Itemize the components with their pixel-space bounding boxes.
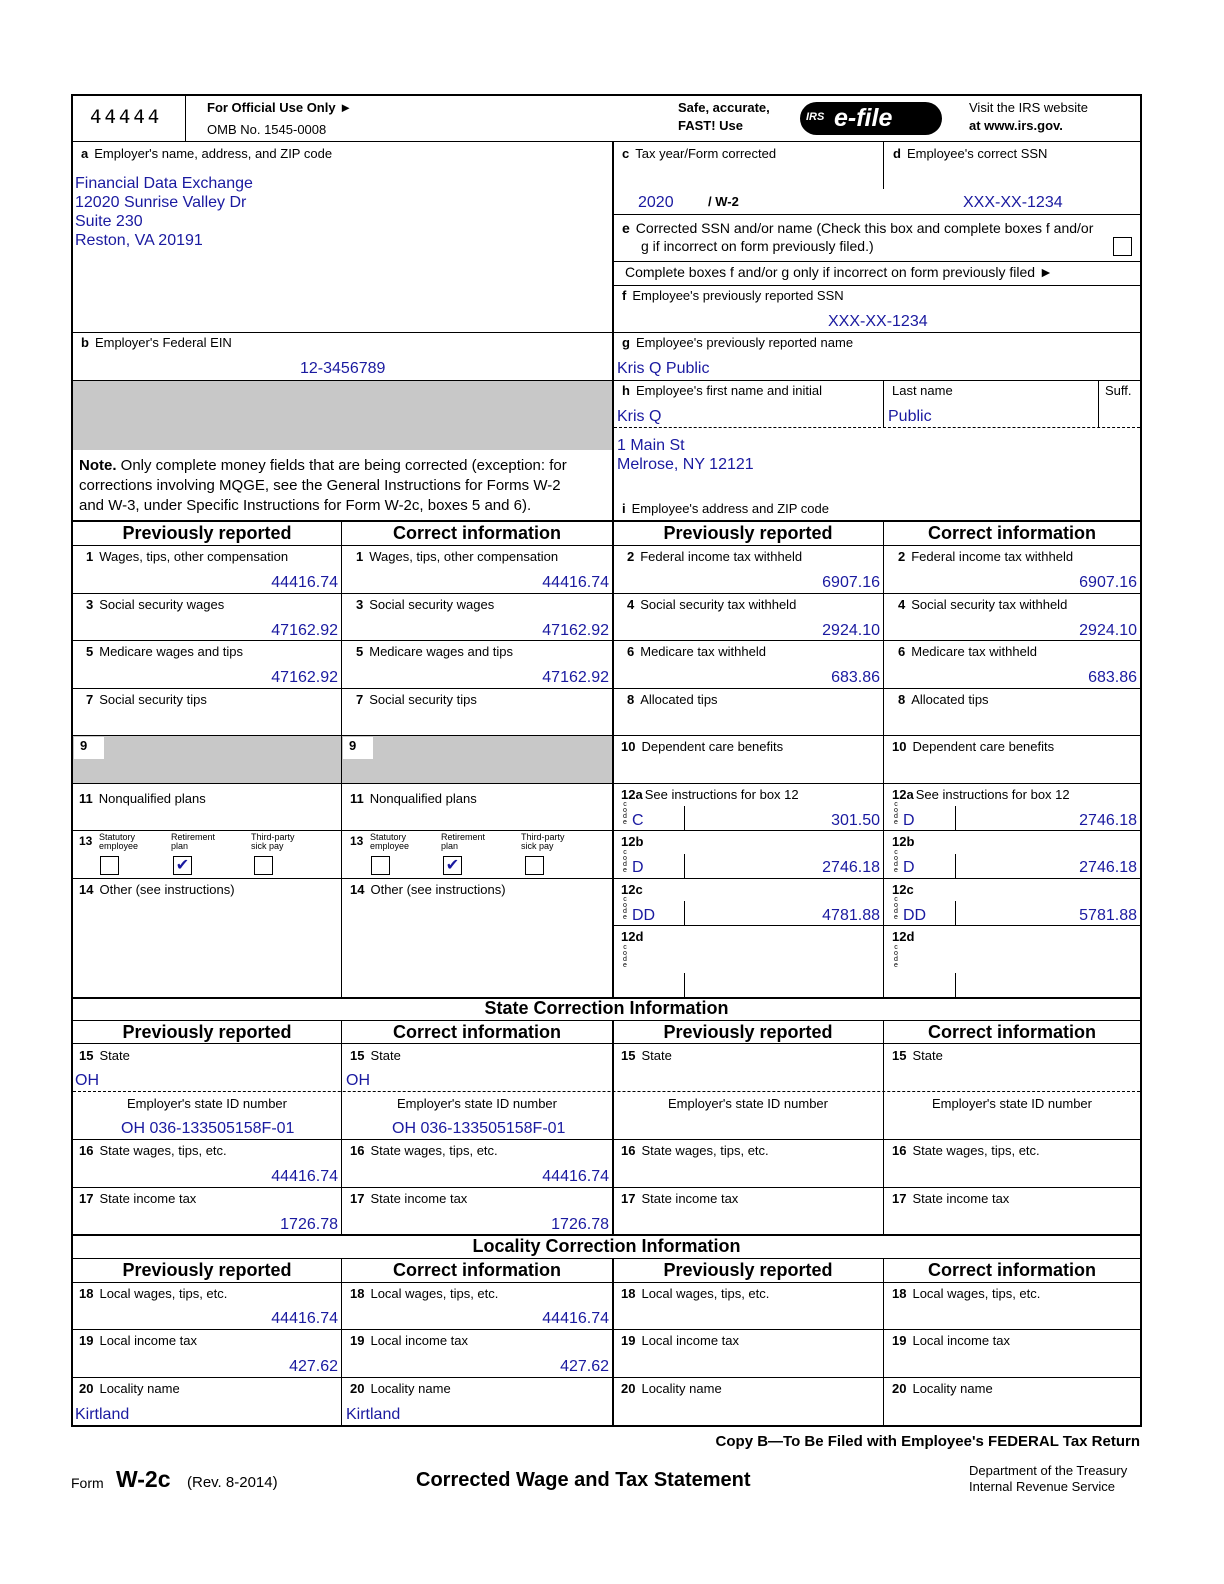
box17-prev-label-2: 17 State income tax [621,1191,739,1206]
code-vertical-label: c o d e [623,801,627,826]
first-name[interactable]: Kris Q [617,408,662,425]
code-vertical-label: c o d e [894,944,898,969]
fed-header-top-line [71,520,1142,522]
statutory-label: Statutory employee [370,832,410,851]
corrected-ssn-name-checkbox[interactable] [1113,237,1132,256]
h-last-divider [883,380,884,427]
cd-divider [883,141,884,189]
box9-prev-label: 9 [74,737,104,759]
box12b-corr-amount[interactable]: 2746.18 [1079,859,1137,876]
box18-prev-label-2: 18 Local wages, tips, etc. [621,1286,770,1301]
box18-prev-label: 18 Local wages, tips, etc. [79,1286,228,1301]
box12a-prev-code-divider [684,806,685,830]
box12d-prev-code-divider [684,973,685,997]
box12b-prev-code[interactable]: D [632,859,644,876]
box-d-label: d Employee's correct SSN [893,146,1048,161]
line-below-a [71,332,613,333]
dept-treasury: Department of the Treasury [969,1463,1128,1478]
employee-address1[interactable]: 1 Main St [617,437,685,454]
safe-accurate-text: Safe, accurate, [678,100,770,115]
box12a-corr-label: 12a See instructions for box 12 [892,787,1070,802]
box12a-prev-label: 12a See instructions for box 12 [621,787,799,802]
box12d-corr-code-divider [955,973,956,997]
previous-ssn[interactable]: XXX-XX-1234 [828,313,928,330]
box5-prev-label: 5 Medicare wages and tips [86,644,244,659]
box18-prev-value[interactable]: 44416.74 [271,1310,338,1327]
locality-prev-header-left: Previously reported [122,1260,292,1280]
code-vertical-label: c o d e [623,849,627,874]
complete-boxes-note: Complete boxes f and/or g only if incorrect on form previously filed ► [625,264,1053,280]
state-line-16 [71,1139,1142,1140]
locality-section-title: Locality Correction Information [472,1236,741,1256]
box12b-corr-code[interactable]: D [903,859,915,876]
box-g-label: g Employee's previously reported name [622,335,854,350]
box20-corr-label-2: 20 Locality name [892,1381,993,1396]
form-title: Corrected Wage and Tax Statement [416,1469,751,1491]
box20-corr-label: 20 Locality name [350,1381,451,1396]
box12a-corr-code-divider [955,806,956,830]
state-id-label: Employer's state ID number [397,1096,557,1111]
box10-corr-label: 10 Dependent care benefits [892,739,1055,754]
name-address-dash [614,427,1140,428]
last-name[interactable]: Public [888,408,932,425]
code-vertical-label: c o d e [894,849,898,874]
box19-corr-value[interactable]: 427.62 [560,1358,609,1375]
irs-website-link[interactable]: at www.irs.gov. [969,118,1063,133]
locality-correct-header-left: Correct information [392,1260,561,1280]
row-line-6 [71,830,1142,831]
row-line-3 [71,688,1142,689]
box6-corr-value[interactable]: 683.86 [1088,669,1137,686]
state-col-divider-3 [883,1020,884,1234]
code-vertical-label: c o d e [894,896,898,921]
box8-prev-label: 8 Allocated tips [627,692,718,707]
retirement-checkbox[interactable]: ✔ [173,856,192,875]
form-right-border [1140,94,1142,1426]
box1-prev-value[interactable]: 44416.74 [271,574,338,591]
retirement-label: Retirement plan [171,832,216,851]
box3-prev-label: 3 Social security wages [86,597,225,612]
box2-prev-value[interactable]: 6907.16 [822,574,880,591]
box4-corr-value[interactable]: 2924.10 [1079,622,1137,639]
box12a-prev-amount[interactable]: 301.50 [831,812,880,829]
fed-correct-header-right: Correct information [927,523,1096,543]
money-fields-note: Note. Only complete money fields that are being corrected (exception: for corrections involving MQGE, see the General Instructions for Forms W-2 and W-3, under Specific Instructions for Form W-2c, boxes 5 and 6). [79,457,567,514]
employer-address1[interactable]: 12020 Sunrise Valley Dr [75,194,247,211]
box9-corr-label: 9 [343,737,373,759]
box20-prev-value[interactable]: Kirtland [75,1406,130,1423]
locality-line-19 [71,1329,1142,1330]
efile-logo-text: e-file [834,104,893,132]
box20-prev-label: 20 Locality name [79,1381,180,1396]
state-id-dash [73,1091,1140,1092]
box14-corr-label: 14 Other (see instructions) [350,882,506,897]
retirement-label: Retirement plan [441,832,486,851]
box12c-prev-label: 12c [621,882,643,897]
box3-prev-value[interactable]: 47162.92 [271,622,338,639]
form-top-border [71,94,1142,96]
locality-header-top-line [71,1258,1142,1259]
third-party-checkbox[interactable] [525,856,544,875]
box2-prev-label: 2 Federal income tax withheld [627,549,803,564]
box1-corr-label: 1 Wages, tips, other compensation [356,549,559,564]
state-id-label: Employer's state ID number [127,1096,287,1111]
omb-number: OMB No. 1545-0008 [207,122,327,137]
box16-corr-label-2: 16 State wages, tips, etc. [892,1143,1040,1158]
box13-prev-label: 13 [79,834,93,848]
locality-prev-header-right: Previously reported [663,1260,833,1280]
line-below-e [612,261,1142,262]
official-use-label: For Official Use Only ► [207,100,353,115]
employer-ein[interactable]: 12-3456789 [300,360,386,377]
locality-line-20 [71,1377,1142,1378]
box14-prev-label: 14 Other (see instructions) [79,882,235,897]
line-below-g [612,380,1142,381]
visit-irs-text: Visit the IRS website [969,100,1088,115]
statutory-label: Statutory employee [99,832,139,851]
row-line-1 [71,593,1142,594]
box12c-prev-code[interactable]: DD [632,907,656,924]
box1-corr-value[interactable]: 44416.74 [542,574,609,591]
box17-corr-label: 17 State income tax [350,1191,468,1206]
state-prev-header-right: Previously reported [663,1022,833,1042]
box12c-prev-amount[interactable]: 4781.88 [822,907,880,924]
box9-prev-shade [73,736,341,783]
box2-corr-label: 2 Federal income tax withheld [898,549,1074,564]
box-b-label: b Employer's Federal EIN [81,335,232,350]
locality-header-bottom-line [71,1282,1142,1283]
statutory-checkbox[interactable] [371,856,390,875]
fed-col-divider-2 [612,520,614,998]
form-word: Form [71,1475,104,1491]
row-line-5 [71,783,1142,784]
box12b-corr-code-divider [955,854,956,878]
box5-prev-value[interactable]: 47162.92 [271,669,338,686]
box12b-prev-code-divider [684,854,685,878]
box-h-label: h Employee's first name and initial [622,383,822,398]
tax-year[interactable]: 2020 [638,194,674,211]
code-vertical-label: c o d e [894,801,898,826]
box13-corr-label: 13 [350,834,364,848]
fed-col-divider-3 [883,520,884,998]
state-section-title: State Correction Information [484,998,729,1018]
previous-name[interactable]: Kris Q Public [617,360,710,377]
state-col-divider-1 [341,1020,342,1234]
last-name-label: Last name [892,383,953,398]
top-center-divider [612,141,614,521]
form-corrected: / W-2 [708,194,739,209]
state-correct-header-right: Correct information [927,1022,1096,1042]
box12a-corr-amount[interactable]: 2746.18 [1079,812,1137,829]
box16-corr-value[interactable]: 44416.74 [542,1168,609,1185]
state-prev-header-left: Previously reported [122,1022,292,1042]
header-bottom-line [71,141,1142,142]
shaded-area [73,381,612,450]
state-correct-header-left: Correct information [392,1022,561,1042]
state-header-top-line [71,1020,1142,1021]
row-line-2 [71,640,1142,641]
fed-correct-header-left: Correct information [392,523,561,543]
box19-prev-label-2: 19 Local income tax [621,1333,740,1348]
box20-prev-label-2: 20 Locality name [621,1381,722,1396]
state-id-label: Employer's state ID number [668,1096,828,1111]
locality-correct-header-right: Correct information [927,1260,1096,1280]
line-below-cd [612,214,1142,215]
suffix-label: Suff. [1105,383,1132,398]
box12b-corr-label: 12b [892,834,915,849]
box17-corr-label-2: 17 State income tax [892,1191,1010,1206]
box4-prev-label: 4 Social security tax withheld [627,597,797,612]
box2-corr-value[interactable]: 6907.16 [1079,574,1137,591]
box16-prev-label-2: 16 State wages, tips, etc. [621,1143,769,1158]
code-vertical-label: c o d e [623,944,627,969]
box-e-label-2: g if incorrect on form previously filed.) [641,238,874,254]
box16-prev-label: 16 State wages, tips, etc. [79,1143,227,1158]
box15-prev-label-2: 15 State [621,1048,672,1063]
row-line-7 [71,878,1142,879]
employee-city-state-zip[interactable]: Melrose, NY 12121 [617,456,754,473]
box12b-prev-label: 12b [621,834,644,849]
box5-corr-label: 5 Medicare wages and tips [356,644,514,659]
fed-header-bottom-line [71,545,1142,546]
box-e-label: e Corrected SSN and/or name (Check this box and complete boxes f and/or [622,220,1094,236]
box6-prev-value[interactable]: 683.86 [831,669,880,686]
correct-ssn[interactable]: XXX-XX-1234 [963,194,1063,211]
code-vertical-label: c o d e [623,896,627,921]
box15-corr-label-2: 15 State [892,1048,943,1063]
box9-corr-shade [342,736,612,783]
box12c-corr-code[interactable]: DD [903,907,927,924]
header-divider [185,94,186,142]
state-header-bottom-line [71,1043,1142,1044]
void-code: 44444 [90,106,163,128]
box18-corr-value[interactable]: 44416.74 [542,1310,609,1327]
box12c-corr-amount[interactable]: 5781.88 [1079,907,1137,924]
employer-city-state-zip[interactable]: Reston, VA 20191 [75,232,203,249]
box19-prev-label: 19 Local income tax [79,1333,198,1348]
locality-col-divider-2 [612,1258,614,1426]
box12b-prev-amount[interactable]: 2746.18 [822,859,880,876]
last-suff-divider [1098,380,1099,427]
box-a-label: a Employer's name, address, and ZIP code [81,146,333,161]
box18-corr-label-2: 18 Local wages, tips, etc. [892,1286,1041,1301]
box4-corr-label: 4 Social security tax withheld [898,597,1068,612]
locality-col-divider-3 [883,1258,884,1426]
box15-prev-label: 15 State [79,1048,130,1063]
box12a-corr-code[interactable]: D [903,812,915,829]
form-name: W-2c [116,1466,171,1492]
box12d-prev-label: 12d [621,929,644,944]
box16-prev-value[interactable]: 44416.74 [271,1168,338,1185]
employer-address2[interactable]: Suite 230 [75,213,143,230]
box15-prev-state[interactable]: OH [75,1072,99,1089]
state-col-divider-2 [612,1020,614,1234]
box12d-corr-label: 12d [892,929,915,944]
box15-corr-state[interactable]: OH [346,1072,370,1089]
box1-prev-label: 1 Wages, tips, other compensation [86,549,289,564]
box7-corr-label: 7 Social security tips [356,692,477,707]
corr-state-id[interactable]: OH 036-133505158F-01 [392,1120,566,1137]
box5-corr-value[interactable]: 47162.92 [542,669,609,686]
box17-prev-label: 17 State income tax [79,1191,197,1206]
irs-name: Internal Revenue Service [969,1479,1115,1494]
box7-prev-label: 7 Social security tips [86,692,207,707]
box19-prev-value[interactable]: 427.62 [289,1358,338,1375]
box19-corr-label-2: 19 Local income tax [892,1333,1011,1348]
efile-irs-text: IRS [806,111,825,123]
third-party-checkbox[interactable] [254,856,273,875]
line-below-f [612,332,1142,333]
form-revision: (Rev. 8-2014) [187,1474,278,1491]
box15-corr-label: 15 State [350,1048,401,1063]
third-party-label: Third-party sick pay [251,832,295,851]
box4-prev-value[interactable]: 2924.10 [822,622,880,639]
form-bottom-border [71,1425,1142,1427]
copy-b-label: Copy B—To Be Filed with Employee's FEDERAL Tax Return [715,1433,1140,1450]
row-line-8 [612,925,1142,926]
fed-prev-header-left: Previously reported [122,523,292,543]
box20-corr-value[interactable]: Kirtland [346,1406,401,1423]
box12c-corr-label: 12c [892,882,914,897]
statutory-checkbox[interactable] [100,856,119,875]
fed-prev-header-right: Previously reported [663,523,833,543]
box12c-corr-code-divider [955,901,956,925]
box17-prev-value[interactable]: 1726.78 [280,1216,338,1233]
efile-logo [800,102,942,135]
retirement-checkbox[interactable]: ✔ [443,856,462,875]
box17-corr-value[interactable]: 1726.78 [551,1216,609,1233]
third-party-label: Third-party sick pay [521,832,565,851]
box10-prev-label: 10 Dependent care benefits [621,739,784,754]
box3-corr-label: 3 Social security wages [356,597,495,612]
box19-corr-label: 19 Local income tax [350,1333,469,1348]
box12c-prev-code-divider [684,901,685,925]
box-f-label: f Employee's previously reported SSN [622,288,844,303]
box12a-prev-code[interactable]: C [632,812,644,829]
line-below-note [612,285,1142,286]
fast-use-text: FAST! Use [678,118,744,133]
locality-col-divider-1 [341,1258,342,1426]
box16-corr-label: 16 State wages, tips, etc. [350,1143,498,1158]
box11-prev-label: 11 Nonqualified plans [79,791,206,806]
employer-name[interactable]: Financial Data Exchange [75,175,253,192]
box-c-label: c Tax year/Form corrected [622,146,777,161]
box8-corr-label: 8 Allocated tips [898,692,989,707]
state-id-label: Employer's state ID number [932,1096,1092,1111]
box6-corr-label: 6 Medicare tax withheld [898,644,1037,659]
box6-prev-label: 6 Medicare tax withheld [627,644,766,659]
box18-corr-label: 18 Local wages, tips, etc. [350,1286,499,1301]
box3-corr-value[interactable]: 47162.92 [542,622,609,639]
state-line-17 [71,1187,1142,1188]
box11-corr-label: 11 Nonqualified plans [350,791,477,806]
box-i-label: i Employee's address and ZIP code [622,501,829,516]
prev-state-id[interactable]: OH 036-133505158F-01 [121,1120,295,1137]
